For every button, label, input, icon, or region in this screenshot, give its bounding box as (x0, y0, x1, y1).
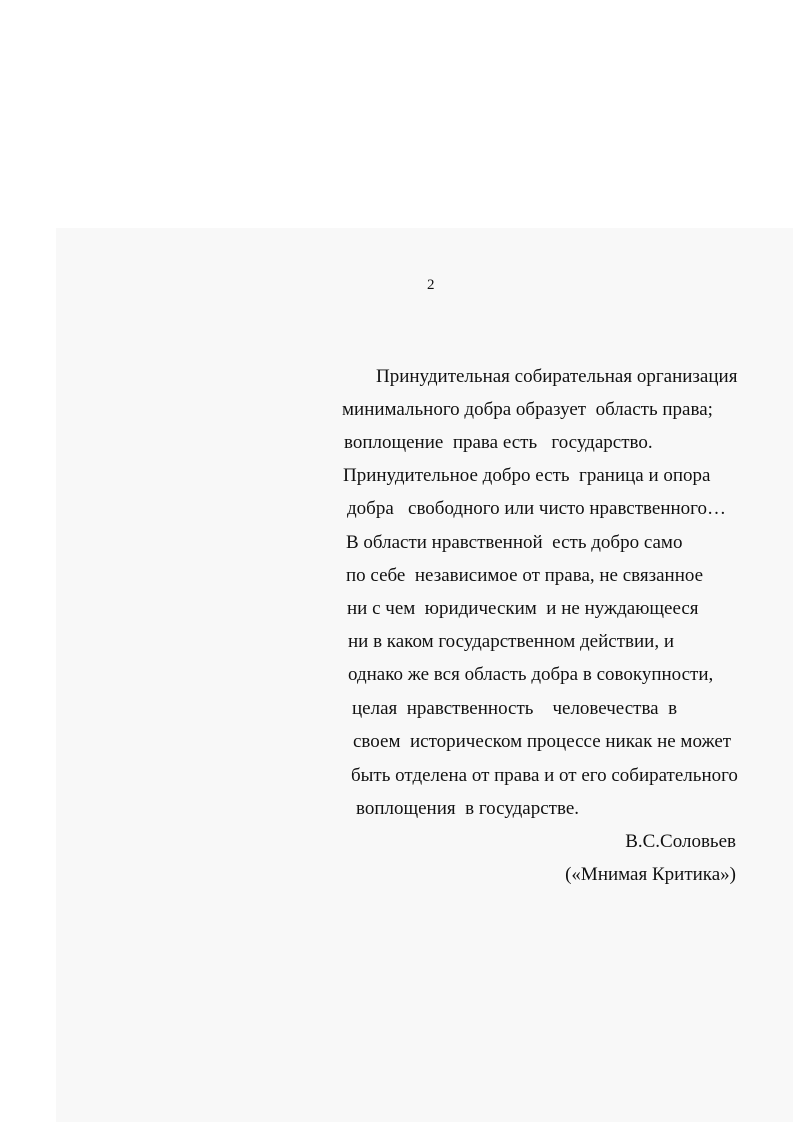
epigraph-line: целая нравственность человечества в (352, 698, 678, 719)
page-number: 2 (427, 277, 435, 293)
epigraph-author: В.С.Соловьев (625, 831, 736, 852)
epigraph-line: В области нравственной есть добро само (346, 532, 683, 553)
epigraph-source: («Мнимая Критика») (565, 864, 736, 885)
epigraph-line: Принудительное добро есть граница и опора (343, 465, 711, 486)
epigraph-line: ни в каком государственном действии, и (348, 631, 674, 652)
epigraph-line: однако же вся область добра в совокупности, (348, 664, 714, 685)
epigraph-line: воплощения в государстве. (356, 798, 580, 819)
epigraph-line: быть отделена от права и от его собирательного (351, 765, 738, 786)
epigraph-line: ни с чем юридическим и не нуждающееся (347, 598, 699, 619)
epigraph-line: Принудительная собирательная организация (376, 366, 738, 387)
epigraph-line: воплощение права есть государство. (344, 432, 653, 453)
epigraph-line: по себе независимое от права, не связанное (346, 565, 704, 586)
epigraph-line: добра свободного или чисто нравственного… (347, 498, 726, 519)
epigraph-line: минимального добра образует область права; (342, 399, 713, 420)
epigraph-line: своем историческом процессе никак не может (353, 731, 732, 752)
